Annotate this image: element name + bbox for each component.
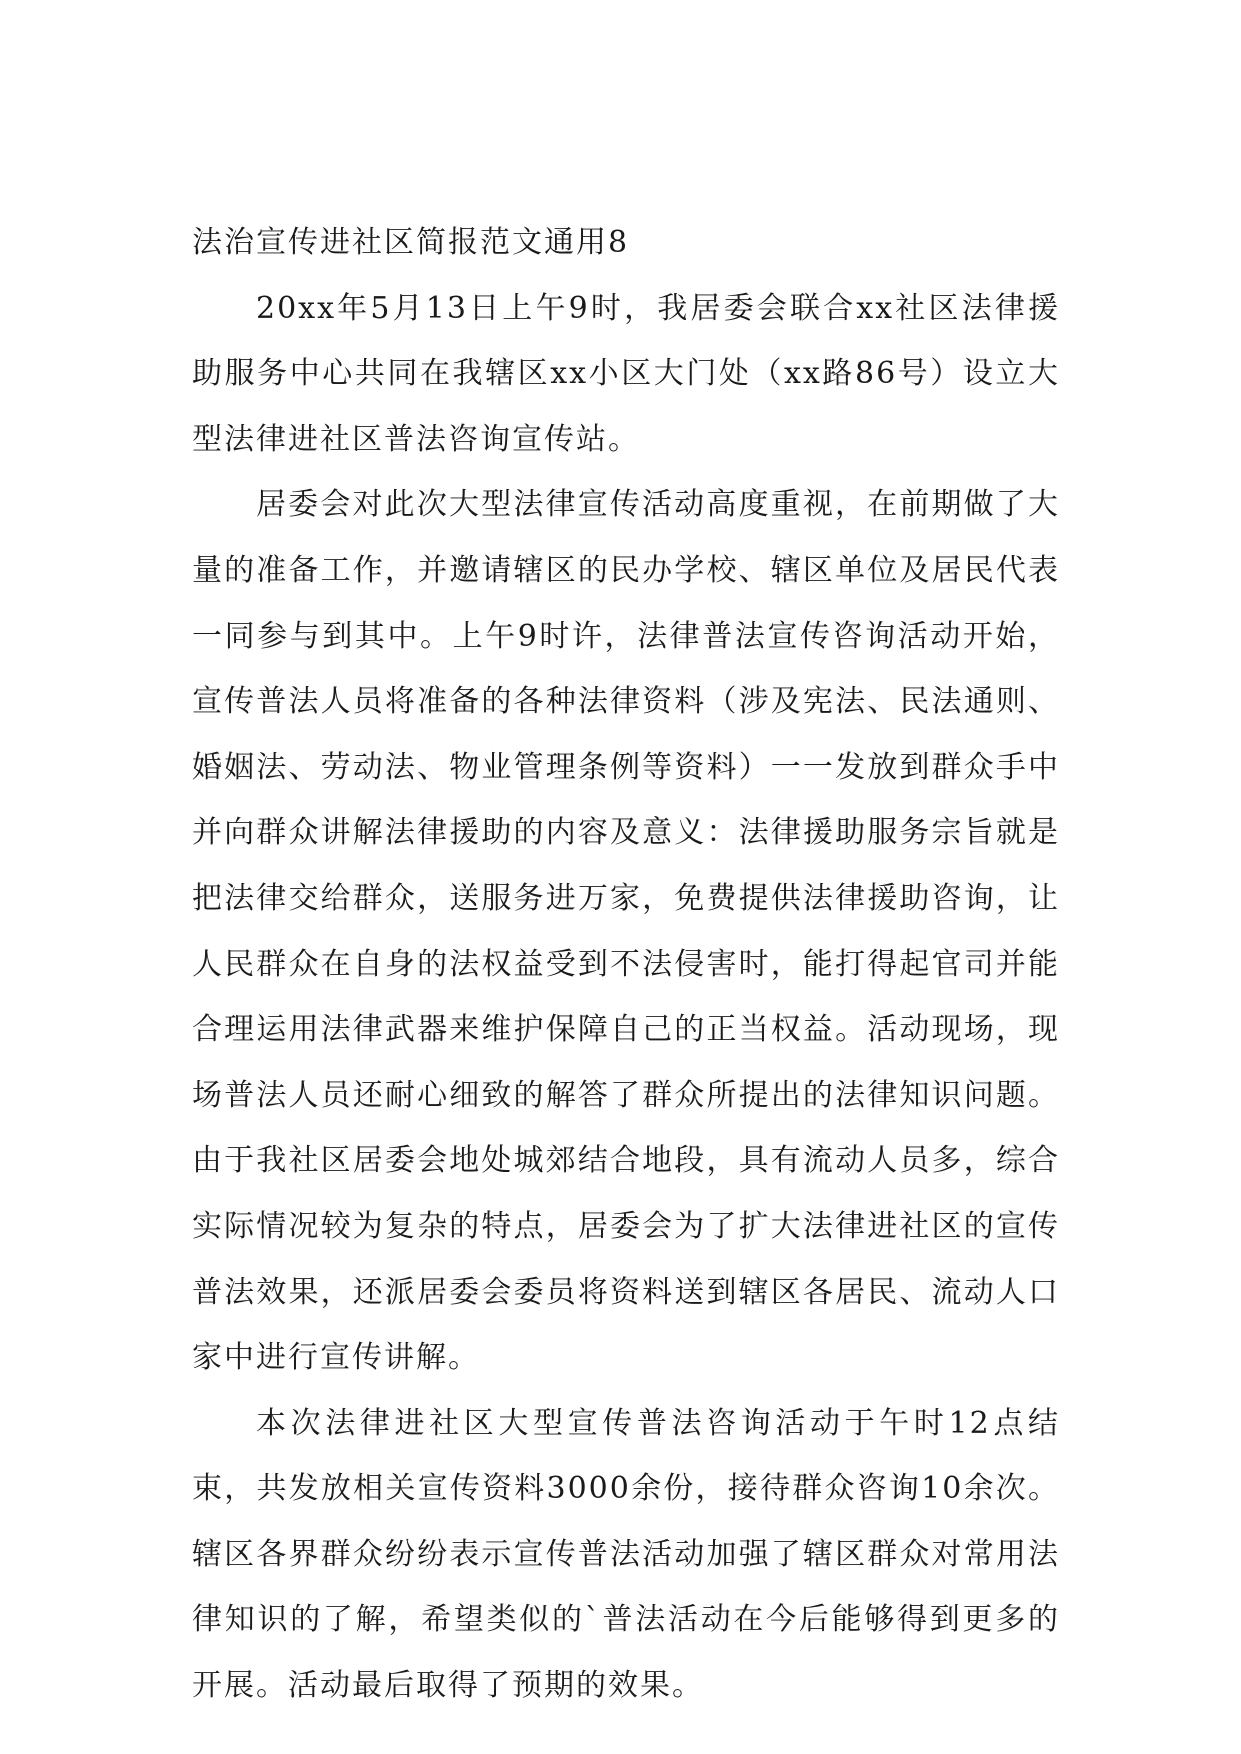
paragraph-1: 20xx年5月13日上午9时，我居委会联合xx社区法律援助服务中心共同在我辖区xx小区大门处（xx路86号）设立大型法律进社区普法咨询宣传站。 (192, 290, 1060, 457)
paragraph-3: 本次法律进社区大型宣传普法咨询活动于午时12点结束，共发放相关宣传资料3000余份，接待群众咨询10余次。辖区各界群众纷纷表示宣传普法活动加强了辖区群众对常用法律知识的了解，希望类似的`普法活动在今后能够得到更多的开展。活动最后取得了预期的效果。 (192, 1405, 1060, 1704)
paragraph-2: 居委会对此次大型法律宣传活动高度重视，在前期做了大量的准备工作，并邀请辖区的民办学校、辖区单位及居民代表一同参与到其中。上午9时许，法律普法宣传咨询活动开始，宣传普法人员将准备的各种法律资料（涉及宪法、民法通则、婚姻法、劳动法、物业管理条例等资料）一一发放到群众手中并向群众讲解法律援助的内容及意义：法律援助服务宗旨就是把法律交给群众，送服务进万家，免费提供法律援助咨询，让人民群众在自身的法权益受到不法侵害时，能打得起官司并能合理运用法律武器来维护保障自己的正当权益。活动现场，现场普法人员还耐心细致的解答了群众所提出的法律知识问题。由于我社区居委会地处城郊结合地段，具有流动人员多，综合实际情况较为复杂的特点，居委会为了扩大法律进社区的宣传普法效果，还派居委会委员将资料送到辖区各居民、流动人口家中进行宣传讲解。 (192, 487, 1060, 1376)
document-title: 法治宣传进社区简报范文通用8 (192, 225, 630, 260)
document-body (192, 210, 1060, 1719)
